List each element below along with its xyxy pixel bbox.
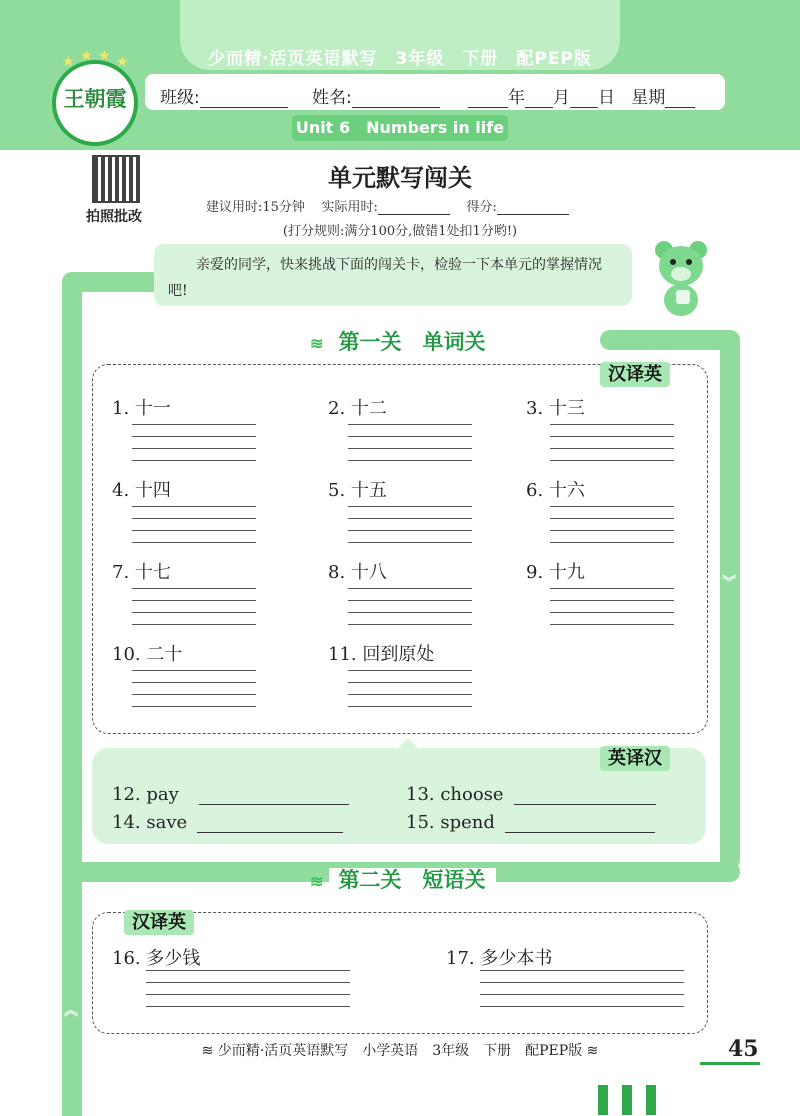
footer (0, 1040, 800, 1060)
star-icon: ★ (62, 54, 75, 70)
section1-banner (310, 326, 496, 356)
writing-line[interactable] (348, 460, 472, 461)
phrase-item-16: 16. 多少钱 (112, 948, 201, 969)
word-item-2: 2. 十二 (328, 398, 387, 419)
deco-bar (622, 1085, 632, 1115)
chevron-up-icon: ︽ (64, 1003, 78, 1019)
writing-line[interactable] (348, 682, 472, 683)
writing-line[interactable] (550, 436, 674, 437)
month-label: 月 (553, 88, 570, 108)
unit-banner: Unit 6 Numbers in life (292, 115, 508, 141)
writing-line[interactable] (132, 530, 256, 531)
writing-line[interactable] (132, 670, 256, 671)
chevron-down-icon: ︾ (722, 575, 736, 591)
writing-line[interactable] (550, 624, 674, 625)
word-item-1: 1. 十一 (112, 398, 171, 419)
bear-mascot-icon (646, 238, 716, 318)
writing-line[interactable] (348, 612, 472, 613)
weekday-label: 星期 (631, 88, 666, 108)
class-label: 班级: (160, 88, 200, 108)
writing-line[interactable] (550, 542, 674, 543)
wave-icon: ≋ (201, 1043, 218, 1059)
section2-title: 第二关 短语关 (329, 868, 496, 892)
writing-line[interactable] (132, 682, 256, 683)
page-underline (700, 1062, 760, 1065)
phrase-item-17: 17. 多少本书 (446, 948, 553, 969)
writing-line[interactable] (550, 530, 674, 531)
writing-line[interactable] (550, 518, 674, 519)
brand-logo (52, 60, 138, 146)
word-item-9: 9. 十九 (526, 562, 585, 583)
writing-line[interactable] (146, 982, 350, 983)
writing-line[interactable] (348, 694, 472, 695)
brand-name: 王朝霞 (63, 87, 127, 111)
word-item-10: 10. 二十 (112, 644, 183, 665)
class-field[interactable] (160, 83, 288, 108)
writing-line[interactable] (132, 542, 256, 543)
en-item-13[interactable]: 13. choose (406, 784, 656, 805)
writing-line[interactable] (146, 1006, 350, 1007)
writing-line[interactable] (348, 542, 472, 543)
scoring-rule: (打分规则:满分100分,做错1处扣1分哟!) (282, 224, 518, 239)
footer-text: 少而精·活页英语默写 小学英语 3年级 下册 配PEP版 (217, 1043, 583, 1059)
writing-line[interactable] (132, 518, 256, 519)
intro-text: 亲爱的同学，快来挑战下面的闯关卡，检验一下本单元的掌握情况吧! (168, 257, 602, 299)
road-left (62, 272, 82, 1116)
writing-line[interactable] (132, 460, 256, 461)
writing-line[interactable] (550, 424, 674, 425)
writing-line[interactable] (132, 436, 256, 437)
tag-en-cn: 英译汉 (600, 744, 670, 770)
writing-line[interactable] (348, 506, 472, 507)
wave-icon: ≋ (310, 872, 324, 891)
writing-line[interactable] (348, 530, 472, 531)
writing-line[interactable] (348, 624, 472, 625)
page-title: 单元默写闯关 (328, 164, 472, 192)
writing-line[interactable] (550, 588, 674, 589)
writing-line[interactable] (132, 694, 256, 695)
writing-line[interactable] (146, 970, 350, 971)
writing-line[interactable] (550, 600, 674, 601)
day-label: 日 (598, 88, 615, 108)
wave-icon: ≋ (582, 1043, 599, 1059)
writing-line[interactable] (132, 448, 256, 449)
writing-line[interactable] (550, 612, 674, 613)
en-item-15[interactable]: 15. spend (406, 812, 655, 833)
date-field[interactable] (468, 83, 695, 108)
deco-bar (598, 1085, 608, 1115)
writing-line[interactable] (132, 588, 256, 589)
actual-time-label: 实际用时: (321, 200, 378, 215)
writing-line[interactable] (348, 670, 472, 671)
word-box (92, 364, 708, 734)
star-icon: ★ (98, 48, 111, 64)
writing-line[interactable] (132, 600, 256, 601)
box-pointer (396, 738, 420, 750)
writing-line[interactable] (480, 1006, 684, 1007)
name-label: 姓名: (312, 88, 352, 108)
page-number: 45 (728, 1036, 759, 1062)
writing-line[interactable] (480, 970, 684, 971)
writing-line[interactable] (550, 448, 674, 449)
series-title: 少而精·活页英语默写 3年级 下册 配PEP版 (208, 49, 592, 69)
writing-line[interactable] (132, 706, 256, 707)
writing-line[interactable] (550, 460, 674, 461)
writing-line[interactable] (348, 588, 472, 589)
suggest-time: 建议用时:15分钟 (206, 200, 305, 215)
writing-line[interactable] (348, 706, 472, 707)
tag-cn-en: 汉译英 (600, 360, 670, 386)
section1-title: 第一关 单词关 (329, 330, 496, 354)
star-icon: ★ (80, 48, 93, 64)
writing-line[interactable] (132, 506, 256, 507)
word-item-5: 5. 十五 (328, 480, 387, 501)
word-item-11: 11. 回到原处 (328, 644, 435, 665)
writing-line[interactable] (348, 424, 472, 425)
writing-line[interactable] (146, 994, 350, 995)
qr-label: 拍照批改 (86, 209, 142, 225)
word-item-3: 3. 十三 (526, 398, 585, 419)
writing-line[interactable] (132, 612, 256, 613)
word-item-4: 4. 十四 (112, 480, 171, 501)
writing-line[interactable] (480, 982, 684, 983)
meta-line (206, 196, 569, 215)
star-icon: ★ (116, 54, 129, 70)
writing-line[interactable] (348, 448, 472, 449)
word-item-6: 6. 十六 (526, 480, 585, 501)
writing-line[interactable] (348, 600, 472, 601)
tag-phrase: 汉译英 (124, 908, 194, 934)
writing-line[interactable] (550, 506, 674, 507)
road-top-left (62, 272, 162, 292)
writing-line[interactable] (480, 994, 684, 995)
name-field[interactable] (312, 83, 440, 108)
writing-line[interactable] (132, 624, 256, 625)
road-top-right (600, 330, 740, 350)
section2-banner (310, 864, 496, 894)
word-item-8: 8. 十八 (328, 562, 387, 583)
year-label: 年 (508, 88, 525, 108)
word-item-7: 7. 十七 (112, 562, 171, 583)
en-item-14[interactable]: 14. save (112, 812, 343, 833)
deco-bar (646, 1085, 656, 1115)
en-item-12[interactable]: 12. pay (112, 784, 349, 805)
road-right (720, 330, 740, 870)
wave-icon: ≋ (310, 334, 324, 353)
writing-line[interactable] (132, 424, 256, 425)
writing-line[interactable] (348, 518, 472, 519)
score-label: 得分: (466, 200, 497, 215)
writing-line[interactable] (348, 436, 472, 437)
